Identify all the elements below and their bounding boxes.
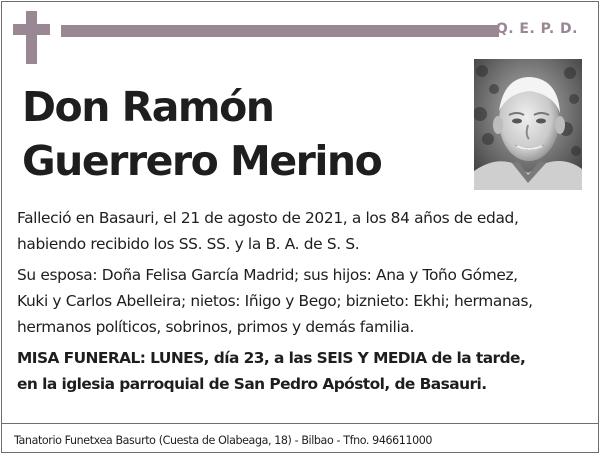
funeral-line: MISA FUNERAL: LUNES, día 23, a las SEIS Y MEDIA de la tarde,: [17, 349, 526, 367]
funeral-mass-paragraph: [17, 345, 525, 397]
deceased-name-line1: Don Ramón: [22, 83, 274, 131]
obituary-card: [1, 1, 599, 453]
deceased-name: [22, 80, 381, 188]
cross-icon-vertical: [26, 11, 37, 64]
family-paragraph: [17, 262, 533, 340]
death-notice-line: habiendo recibido los SS. SS. y la B. A. de S. S.: [17, 235, 360, 253]
deceased-name-line2: Guerrero Merino: [22, 137, 382, 185]
family-line: Kuki y Carlos Abelleira; nietos: Iñigo y Bego; biznieto: Ekhi; hermanas,: [17, 292, 533, 310]
death-notice-paragraph: [17, 205, 519, 257]
family-line: hermanos políticos, sobrinos, primos y demás familia.: [17, 318, 415, 336]
header-rule: [61, 25, 499, 37]
funeral-home-footer: Tanatorio Funetxea Basurto (Cuesta de Olabeaga, 18) - Bilbao - Tfno. 946611000: [14, 434, 433, 447]
portrait-image: [474, 59, 582, 190]
death-notice-line: Falleció en Basauri, el 21 de agosto de 2021, a los 84 años de edad,: [17, 209, 519, 227]
portrait-photo: [474, 59, 582, 190]
qepd-label: Q. E. P. D.: [495, 21, 578, 37]
family-line: Su esposa: Doña Felisa García Madrid; sus hijos: Ana y Toño Gómez,: [17, 266, 518, 284]
cross-icon-horizontal: [13, 24, 50, 35]
funeral-line: en la iglesia parroquial de San Pedro Apóstol, de Basauri.: [17, 375, 487, 393]
footer-divider: [2, 423, 598, 424]
